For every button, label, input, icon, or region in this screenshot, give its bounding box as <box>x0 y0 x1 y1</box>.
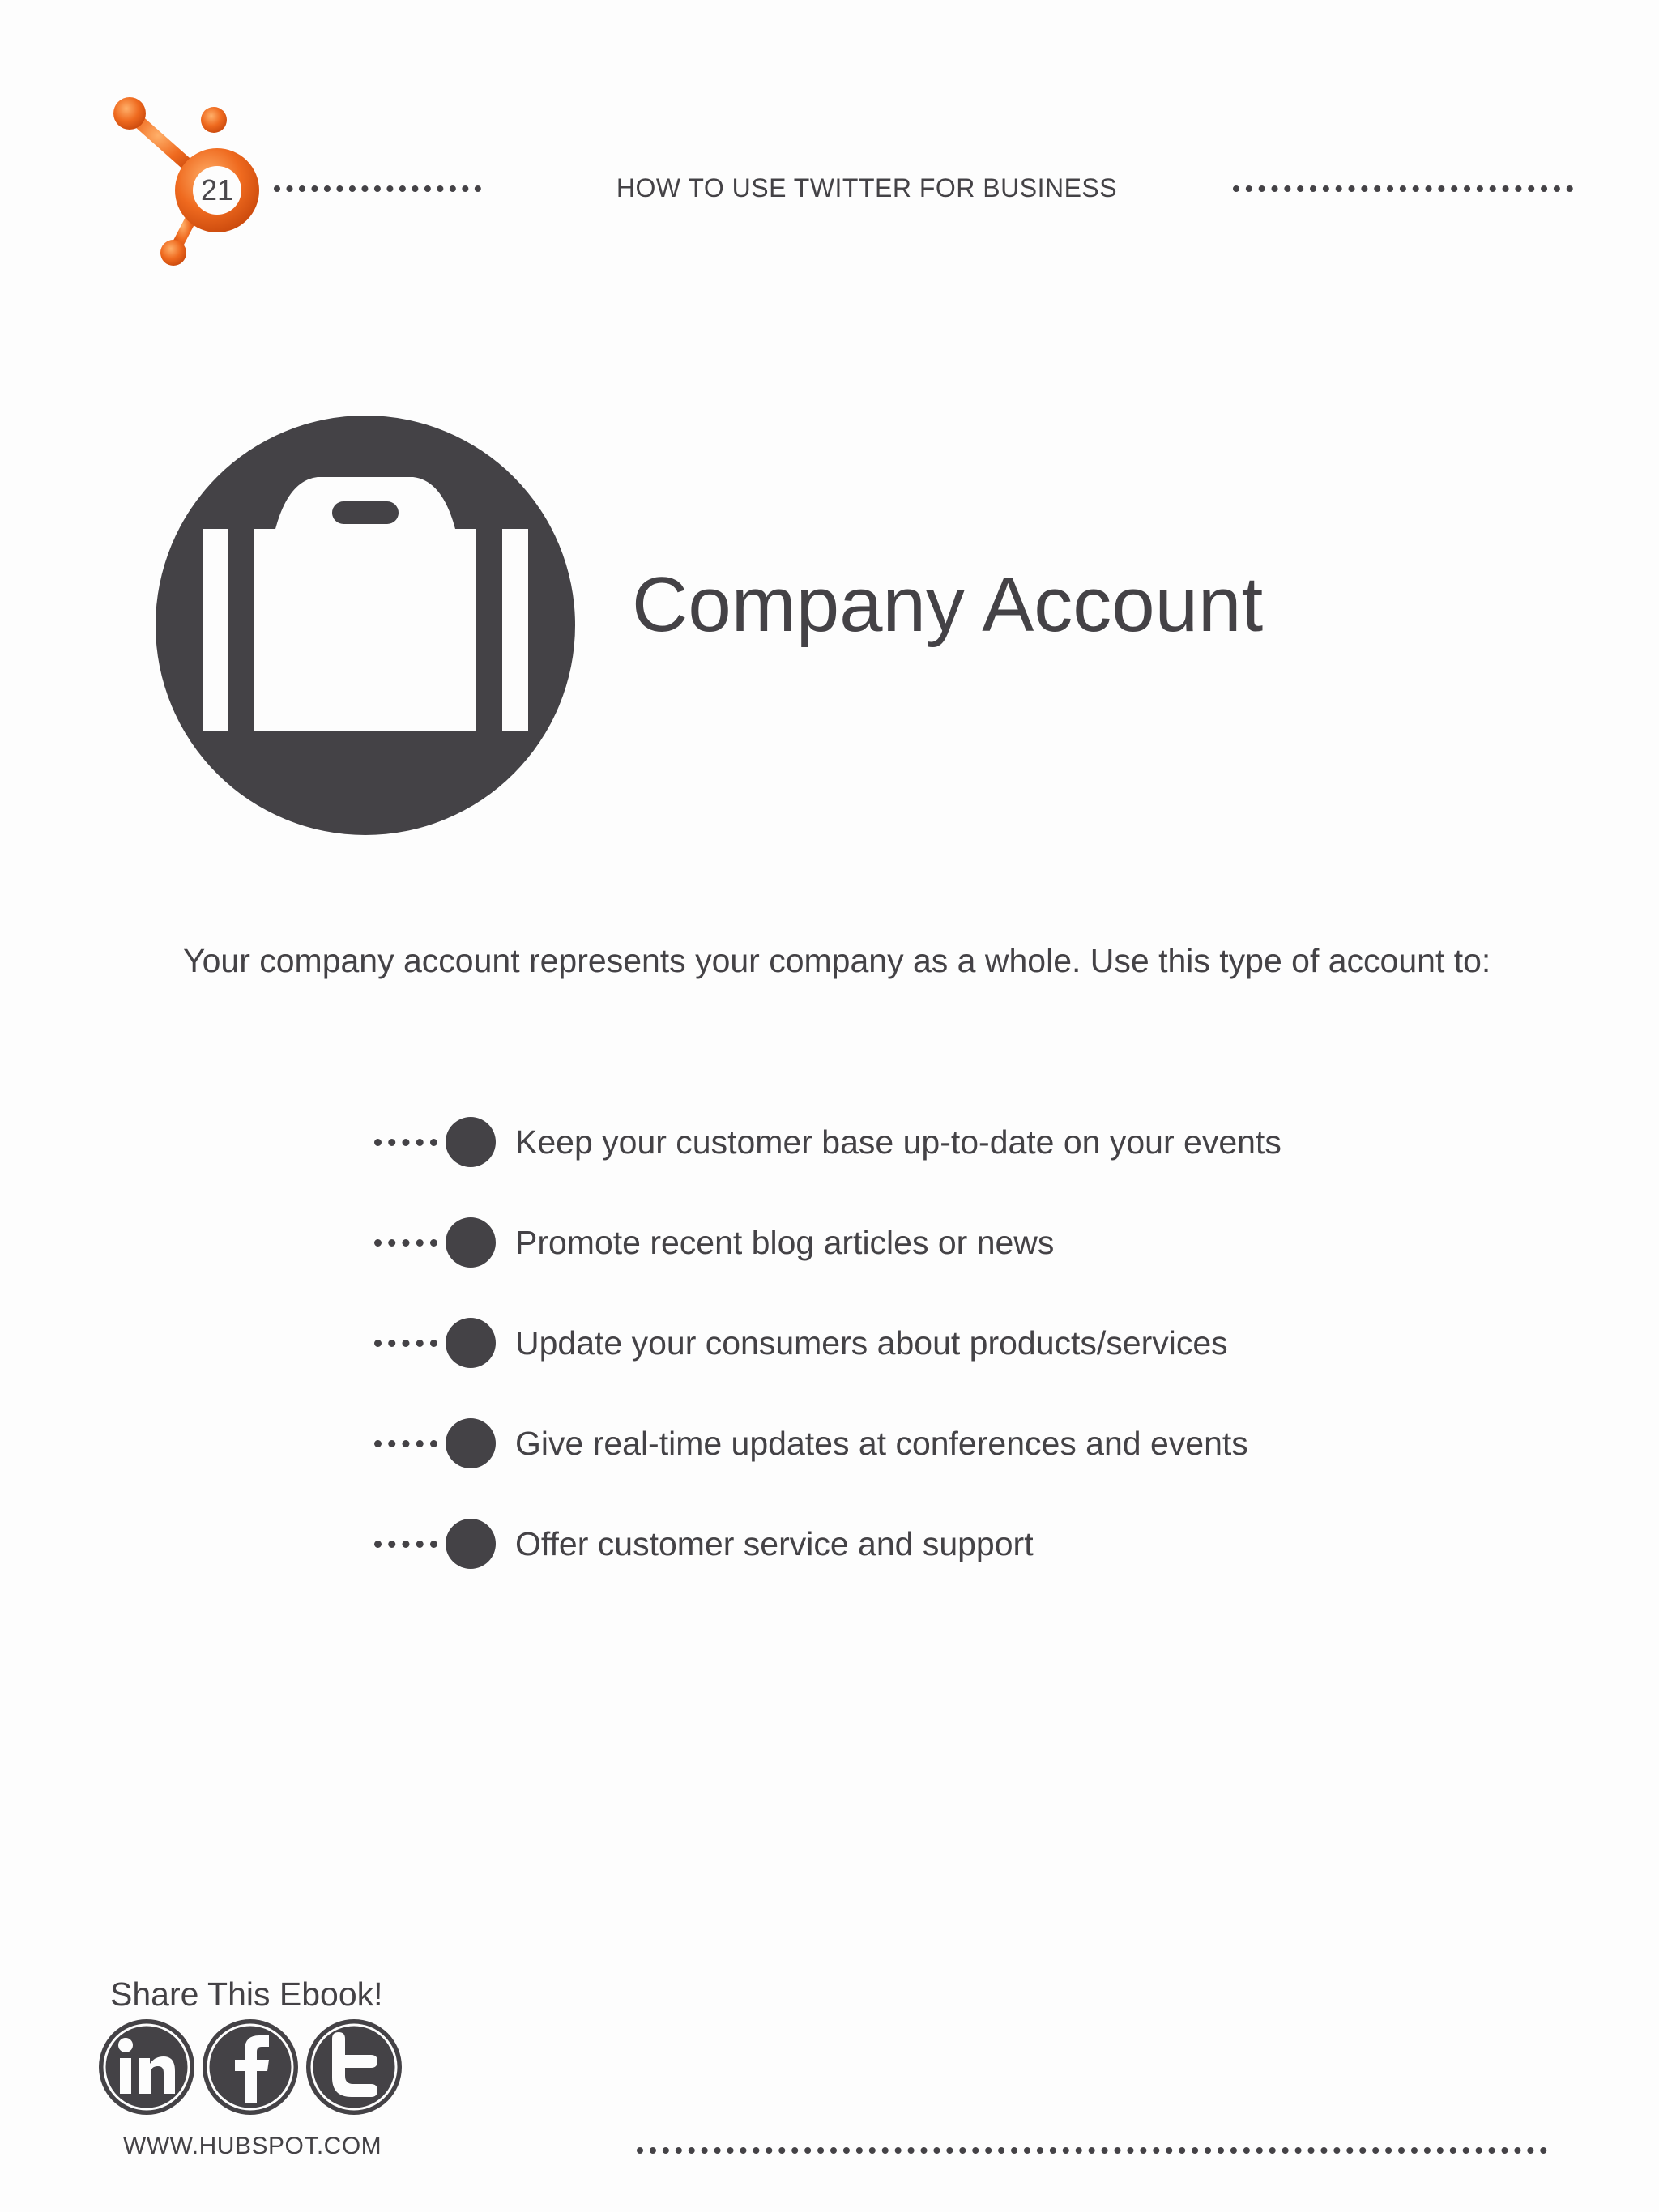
list-item-text: Update your consumers about products/services <box>515 1324 1228 1362</box>
bullet-leader <box>374 1541 437 1548</box>
bullet-list <box>374 1092 1589 1594</box>
footer-divider <box>637 2147 1547 2154</box>
share-label: Share This Ebook! <box>110 1975 383 2013</box>
header-divider-left <box>274 185 481 192</box>
facebook-icon[interactable] <box>203 2019 298 2115</box>
document-title: HOW TO USE TWITTER FOR BUSINESS <box>616 173 1118 202</box>
bullet-leader <box>374 1239 437 1247</box>
list-item-text: Give real-time updates at conferences and events <box>515 1425 1248 1462</box>
bullet-leader <box>374 1340 437 1347</box>
bullet-dot <box>446 1418 496 1468</box>
bullet-leader <box>374 1139 437 1146</box>
header-divider-right <box>1233 185 1573 192</box>
list-item <box>374 1192 1589 1293</box>
list-item <box>374 1393 1589 1494</box>
website-url[interactable]: WWW.HUBSPOT.COM <box>123 2133 382 2159</box>
intro-paragraph: Your company account represents your company as a whole. Use this type of account to: <box>183 942 1491 979</box>
bullet-leader <box>374 1440 437 1447</box>
bullet-dot <box>446 1519 496 1569</box>
list-item <box>374 1092 1589 1192</box>
page-title: Company Account <box>632 561 1264 648</box>
linkedin-icon[interactable] <box>99 2019 194 2115</box>
list-item-text: Offer customer service and support <box>515 1525 1034 1562</box>
bullet-dot <box>446 1117 496 1167</box>
page-number: 21 <box>200 173 234 207</box>
briefcase-icon <box>156 416 575 835</box>
bullet-dot <box>446 1318 496 1368</box>
list-item-text: Promote recent blog articles or news <box>515 1224 1055 1261</box>
list-item <box>374 1293 1589 1393</box>
social-share-row <box>99 2019 410 2115</box>
list-item-text: Keep your customer base up-to-date on your events <box>515 1123 1282 1161</box>
list-item <box>374 1494 1589 1594</box>
bullet-dot <box>446 1217 496 1268</box>
twitter-icon[interactable] <box>306 2019 402 2115</box>
